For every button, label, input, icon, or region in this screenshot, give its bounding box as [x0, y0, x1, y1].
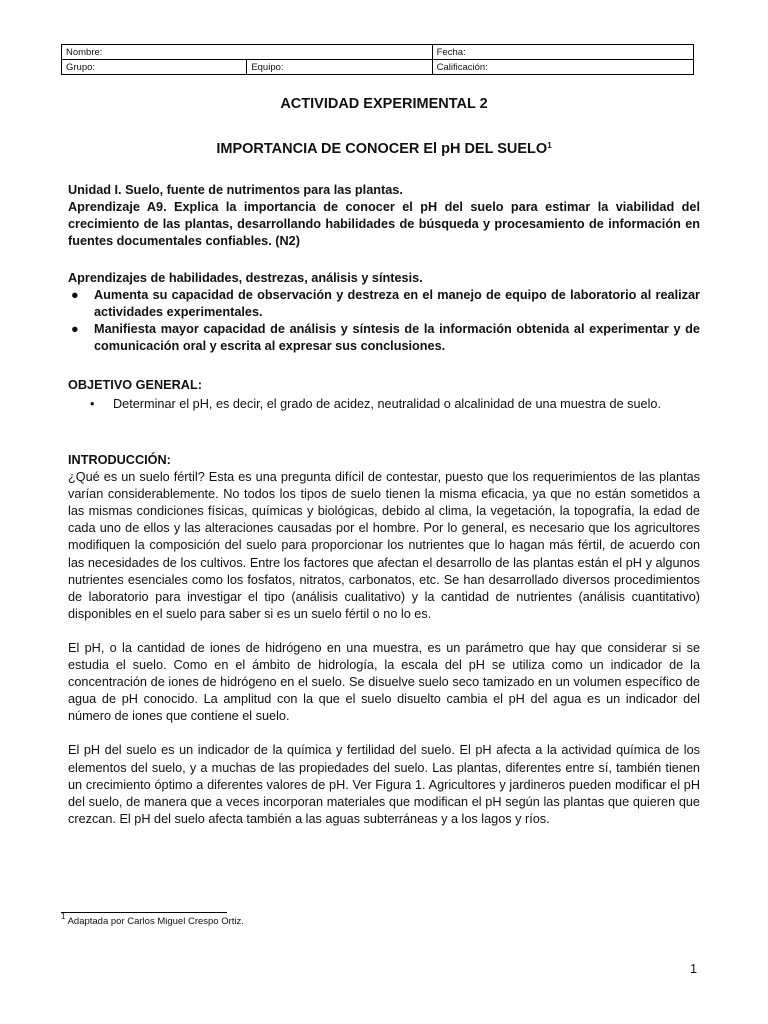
aprendizaje-paragraph: Aprendizaje A9. Explica la importancia de conocer el pH del suelo para estimar la viabilidad del crecimiento de las plantas, desarrollando habilidades de búsqueda y procesamiento de información en fuentes documentales confiables. (N2) — [68, 200, 700, 249]
objetivo-heading: OBJETIVO GENERAL: — [68, 378, 202, 392]
equipo-field[interactable]: Equipo: — [247, 60, 432, 75]
list-item-text: Determinar el pH, es decir, el grado de acidez, neutralidad o alcalinidad de una muestra de suelo. — [113, 397, 662, 412]
unidad-line: Unidad I. Suelo, fuente de nutrimentos para las plantas. — [68, 183, 403, 197]
document-subtitle — [61, 141, 707, 157]
calificacion-field[interactable]: Calificación: — [432, 60, 693, 75]
fecha-field[interactable]: Fecha: — [432, 45, 693, 60]
intro-paragraph-2: El pH, o la cantidad de iones de hidrógeno en una muestra, es un parámetro que hay que considerar si se estudia el suelo. Como en el ámbito de hidrología, la escala del pH se utiliza como un indicador de la concentración de iones de hidrógeno en el suelo. Se disuelve suelo seco tamizado en un volumen específico de agua de pH conocido. La amplitud con la que el suelo disuelto cambia el pH del agua es un indicador del número de iones que contiene el suelo. — [68, 640, 700, 724]
learning-objectives-section — [68, 182, 700, 250]
list-item — [68, 321, 700, 355]
bullet-icon: ● — [71, 288, 79, 303]
intro-paragraph-3: El pH del suelo es un indicador de la química y fertilidad del suelo. El pH afecta a la actividad química de los elementos del suelo, y a muchas de las propiedades del suelo. Las plantas, diferentes entre sí, también tienen un crecimiento óptimo a diferentes valores de pH. Ver Figura 1. Agricultores y jardineros pueden modificar el pH del suelo, de manera que a veces incorporan materiales que modifican el pH según las plantas que quieren que crezcan. El pH del suelo afecta también a las aguas subterráneas y a los lagos y ríos. — [68, 743, 700, 826]
intro-paragraph-1: ¿Qué es un suelo fértil? Esta es una pregunta difícil de contestar, puesto que los requerimientos de las plantas varían considerablemente. No todos los tipos de suelo tienen la misma eficacia, ya que no están sometidos a las mismas condiciones físicas, químicas y biológicas, debido al clima, la vegetación, la topografía, la edad de cada uno de ellos y las alteraciones causadas por el hombre. Por lo general, es necesario que los agricultores modifiquen la composición del suelo para proporcionar los nutrientes que lo hagan más fértil, de acuerdo con las necesidades de los cultivos. Entre los factores que afectan el desarrollo de las plantas están el pH y algunos nutrientes esenciales como los fosfatos, nitratos, carbonatos, etc. Se han desarrollado diversos procedimientos de laboratorio para investigar el tipo (análisis cualitativo) y la cantidad de nutrientes (análisis cuantitativo) disponibles en el suelo para saber si es un suelo fértil o no lo es. — [68, 470, 700, 621]
footnote-mark: 1 — [61, 912, 66, 921]
objective-list — [68, 396, 700, 413]
page-number: 1 — [690, 962, 698, 976]
paragraph-spacer — [68, 623, 700, 640]
habilidades-heading: Aprendizajes de habilidades, destrezas, análisis y síntesis. — [68, 271, 423, 285]
bullet-icon: ● — [71, 322, 79, 337]
bullet-icon: • — [90, 397, 95, 412]
objective-section — [68, 377, 700, 413]
footnote-divider — [61, 912, 227, 913]
list-item — [68, 396, 700, 413]
intro-heading: INTRODUCCIÓN: — [68, 453, 171, 467]
paragraph-spacer — [68, 725, 700, 742]
document-title: ACTIVIDAD EXPERIMENTAL 2 — [280, 96, 488, 112]
footnote-text: Adaptada por Carlos Miguel Crespo Ortiz. — [65, 916, 244, 927]
student-info-table — [61, 44, 694, 75]
nombre-field[interactable]: Nombre: — [62, 45, 433, 60]
subtitle-text: IMPORTANCIA DE CONOCER El pH DEL SUELO — [216, 141, 548, 157]
grupo-field[interactable]: Grupo: — [62, 60, 247, 75]
footnote-reference: 1 — [547, 141, 552, 150]
introduction-section — [68, 452, 700, 828]
skills-section — [68, 270, 700, 355]
list-item — [68, 287, 700, 321]
list-item-text: Aumenta su capacidad de observación y destreza en el manejo de equipo de laboratorio al realizar actividades experimentales. — [94, 288, 700, 320]
footnote — [61, 912, 244, 927]
list-item-text: Manifiesta mayor capacidad de análisis y síntesis de la información obtenida al experimentar y de comunicación oral y escrita al expresar sus conclusiones. — [94, 322, 700, 354]
skills-list — [68, 287, 700, 355]
